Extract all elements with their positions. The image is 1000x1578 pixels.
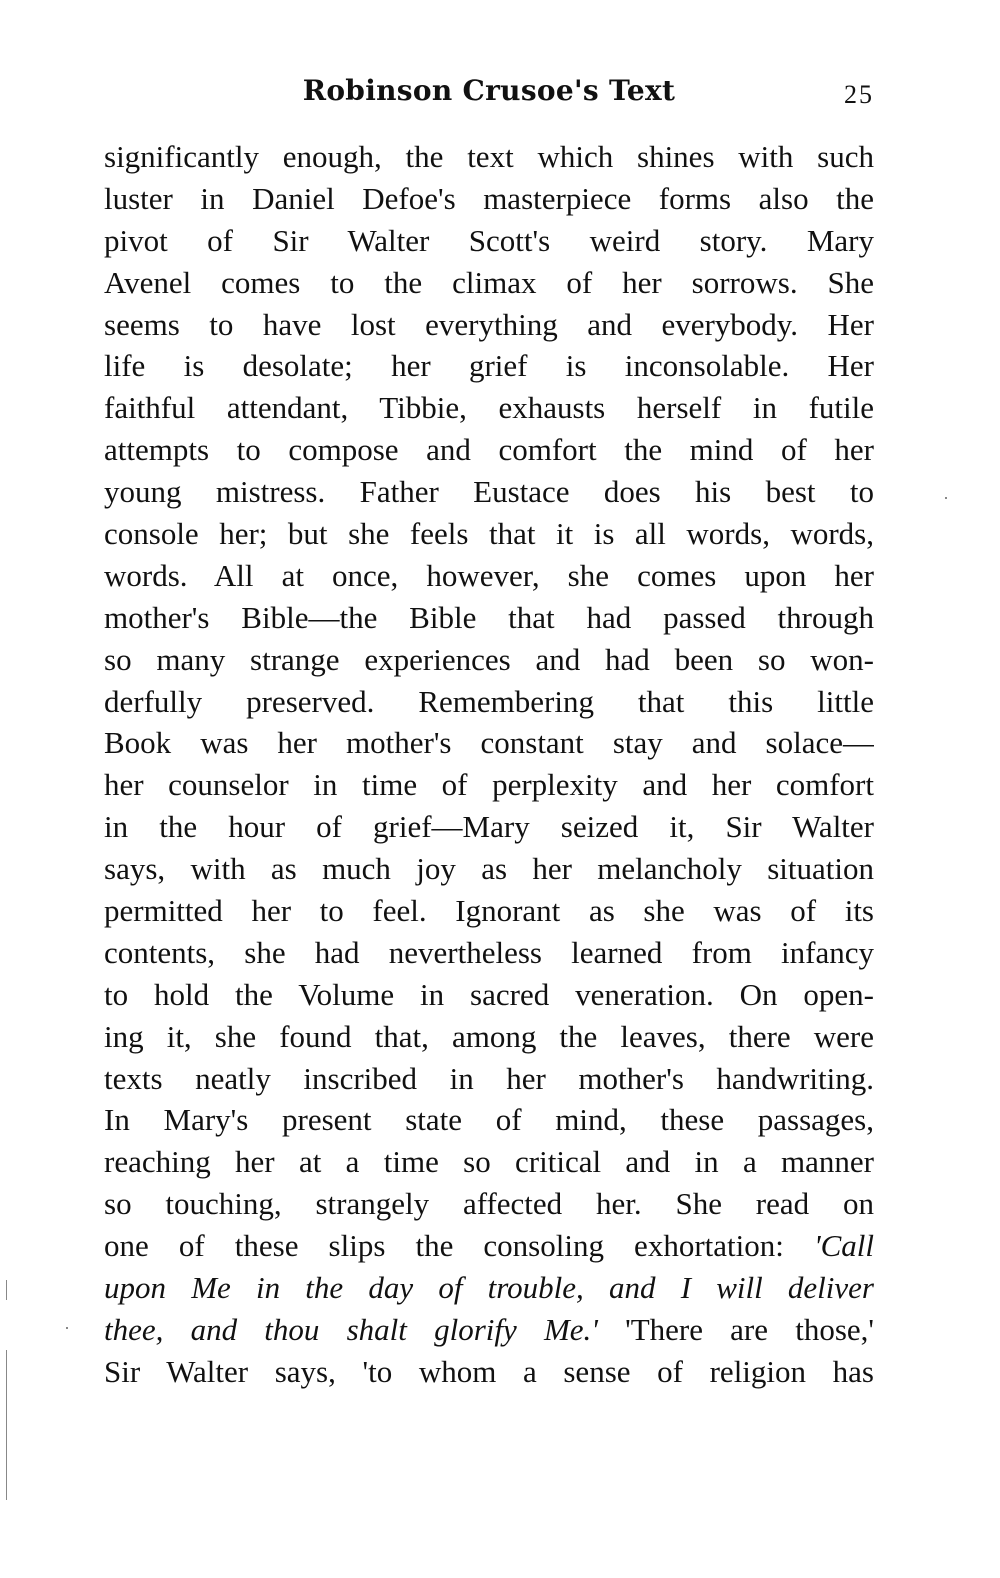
roman-text: 'There are those,': [597, 1311, 874, 1347]
page-number: 25: [844, 80, 874, 109]
text-line: reaching her at a time so critical and in a manner: [104, 1144, 874, 1180]
text-line: faithful attendant, Tibbie, exhausts herself in futile: [104, 390, 874, 426]
text-line: life is desolate; her grief is inconsolable. Her: [104, 348, 874, 384]
text-line-mixed: [104, 1309, 874, 1351]
text-line: luster in Daniel Defoe's masterpiece forms also the: [104, 180, 874, 216]
roman-text: one of these slips the consoling exhortation:: [104, 1228, 814, 1264]
text-line: console her; but she feels that it is all words, words,: [104, 516, 874, 552]
text-line: Sir Walter says, 'to whom a sense of religion has: [104, 1353, 874, 1389]
text-line: so touching, strangely affected her. She read on: [104, 1186, 874, 1222]
text-line: attempts to compose and comfort the mind of her: [104, 432, 874, 468]
text-line: Book was her mother's constant stay and solace—: [104, 725, 874, 761]
text-line: texts neatly inscribed in her mother's handwriting.: [104, 1060, 874, 1096]
italic-quote-line: upon Me in the day of trouble, and I will deliver: [104, 1270, 874, 1306]
text-line-mixed: [104, 1225, 874, 1267]
scan-edge-mark: [6, 1280, 7, 1300]
scan-edge-mark: [6, 1350, 7, 1500]
text-line: to hold the Volume in sacred veneration. On open-: [104, 976, 874, 1012]
italic-quote: 'Call: [813, 1228, 874, 1264]
scan-speck: [66, 1327, 68, 1329]
text-line: her counselor in time of perplexity and her comfort: [104, 767, 874, 803]
italic-quote: thee, and thou shalt glorify Me.': [104, 1311, 598, 1347]
text-line: words. All at once, however, she comes upon her: [104, 557, 874, 593]
text-line: young mistress. Father Eustace does his best to: [104, 474, 874, 510]
running-head: [104, 74, 874, 114]
text-line: so many strange experiences and had been so won-: [104, 641, 874, 677]
scan-speck: [945, 497, 947, 499]
text-line: mother's Bible—the Bible that had passed through: [104, 599, 874, 635]
text-line: contents, she had nevertheless learned from infancy: [104, 934, 874, 970]
text-line: in the hour of grief—Mary seized it, Sir Walter: [104, 809, 874, 845]
text-line: pivot of Sir Walter Scott's weird story. Mary: [104, 222, 874, 258]
text-line: derfully preserved. Remembering that this little: [104, 683, 874, 719]
text-line: Avenel comes to the climax of her sorrows. She: [104, 264, 874, 300]
body-text: [104, 136, 874, 1393]
running-title: Robinson Crusoe's Text: [302, 74, 676, 107]
text-line: seems to have lost everything and everybody. Her: [104, 306, 874, 342]
text-line: significantly enough, the text which shines with such: [104, 139, 874, 174]
text-line: In Mary's present state of mind, these passages,: [104, 1102, 874, 1138]
text-line: ing it, she found that, among the leaves, there were: [104, 1018, 874, 1054]
text-line: permitted her to feel. Ignorant as she was of its: [104, 893, 874, 929]
text-line: says, with as much joy as her melancholy situation: [104, 851, 874, 887]
